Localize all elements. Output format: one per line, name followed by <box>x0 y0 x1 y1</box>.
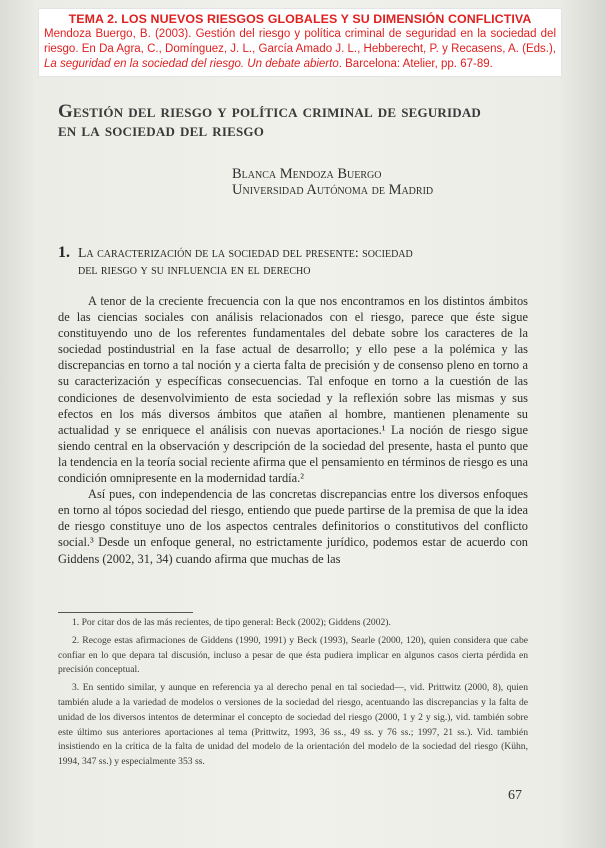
section-number: 1. <box>58 244 70 261</box>
section-title-line2: del riesgo y su influencia en el derecho <box>78 262 311 277</box>
banner-citation: Mendoza Buergo, B. (2003). Gestión del riesgo y política criminal de seguridad en la sociedad del riesgo. En Da Agra, C., Domínguez, J. L., García Amado J. L., Hebberecht, P. y Recasens, A. (Eds.), <box>44 28 556 55</box>
paragraph-2: Así pues, con independencia de las concretas discrepancias entre los diversos enfoques en torno al tópos sociedad del riesgo, entiendo que puede partirse de la premisa de que la idea de riesgo constituye uno de los aspectos centrales definitorios o constitutivos del conflicto social.³ Desde un enfoque general, no estrictamente jurídico, podemos estar de acuerdo con Giddens (2002, 31, 34) cuando afirma que muchas de las <box>58 487 528 566</box>
section-title-line1: La caracterización de la sociedad del presente: sociedad <box>78 245 413 260</box>
author-affiliation: Universidad Autónoma de Madrid <box>232 182 434 198</box>
author-name: Blanca Mendoza Buergo <box>232 166 382 182</box>
footnote-rule <box>58 612 193 613</box>
page-number: 67 <box>508 788 522 803</box>
author-block <box>232 166 472 198</box>
paragraph-1: A tenor de la creciente frecuencia con la que nos encontramos en los distintos ámbitos de las ciencias sociales con análisis relacionados con el riesgo, parece que éste sigue constituyendo uno de los referentes fundamentales del debate sobre los caracteres de la sociedad postindustrial en la fase actual de desarrollo; y ello pese a la polémica y las discrepancias en torno a tal noción y a cierta falta de precisión y de consenso pleno en torno a su caracterización y específicas consecuencias. Tal enfoque en torno a la cuestión de las condiciones de desenvolvimiento de esta sociedad y la reflexión sobre las mismas y sus efectos en los más diversos ámbitos que atañen al hombre, mantienen plenamente su actualidad y se enriquece el análisis con nuevas aportaciones.¹ La noción de riesgo sigue siendo central en la observación y descripción de la sociedad del presente, hasta el punto que la tendencia en la teoría social reciente afirma que el pensamiento en términos de riesgo es una condición omnipresente en la modernidad tardía.² <box>58 294 528 486</box>
chapter-title-line1: Gestión del riesgo y política criminal de seguridad <box>58 101 482 122</box>
footnote-3: 3. En sentido similar, y aunque en referencia ya al derecho penal en tal sociedad—, vid. Prittwitz (2000, 8), quien también alude a la variedad de modelos o versiones de la sociedad del riesgo, acentuando las discrepancias y la falta de unidad de los diversos intentos de determinar el concepto de sociedad del riesgo (2000, 1 y 2 y sig.), vid. también sobre este último sus anteriores aportaciones al tema (Prittwitz, 1993, 36 ss., 49 ss. y 76 ss.; 1997, 21 ss.). Vid. también insistiendo en la crítica de la falta de unidad del modelo de la orientación del modelo de la sociedad del riesgo (Kühn, 1994, 347 ss.) y especialmente 353 ss. <box>58 682 528 768</box>
banner-title: TEMA 2. LOS NUEVOS RIESGOS GLOBALES Y SU DIMENSIÓN CONFLICTIVA <box>68 12 532 26</box>
footnotes <box>58 616 528 773</box>
section-heading <box>58 244 528 278</box>
body-text <box>58 293 528 567</box>
banner-publisher: . Barcelona: Atelier, pp. 67-89. <box>338 58 493 70</box>
footnote-2: 2. Recoge estas afirmaciones de Giddens (1990, 1991) y Beck (1993), Searle (2000, 120), quien considera que cabe confiar en lo que depara tal discusión, incluso a pesar de que ésta pudiera implicar en algunos casos cierta pérdida en precisión conceptual. <box>58 634 528 676</box>
chapter-title-line2: en la sociedad del riesgo <box>58 120 265 141</box>
footnote-1: 1. Por citar dos de las más recientes, de tipo general: Beck (2002); Giddens (2002). <box>72 617 391 628</box>
chapter-title <box>58 102 538 140</box>
banner-book-title: La seguridad en la sociedad del riesgo. Un debate abierto <box>44 58 339 70</box>
citation-banner <box>38 8 562 77</box>
